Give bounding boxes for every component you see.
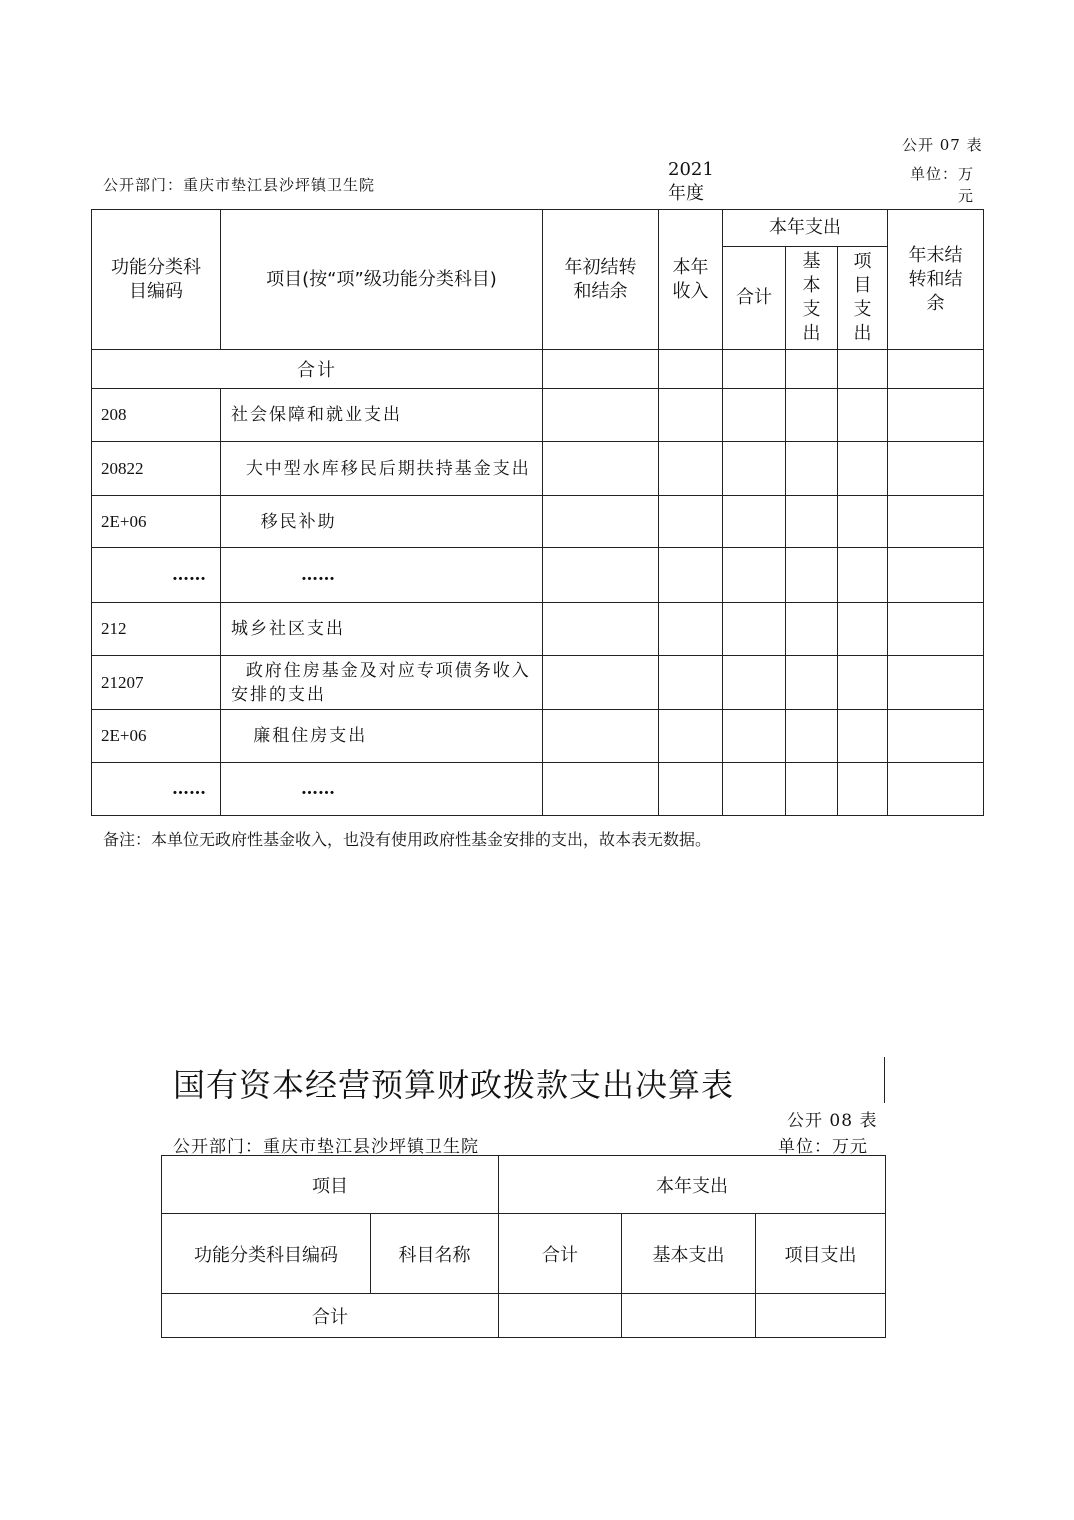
header-expense-project: 项目支出 [838,247,888,350]
row-code: 208 [92,389,221,442]
table-note: 备注：本单位无政府性基金收入，也没有使用政府性基金安排的支出，故本表无数据。 [103,830,712,849]
header-total: 合计 [499,1214,622,1294]
header-basic: 基本支出 [622,1214,756,1294]
form-number: 公开 07 表 [902,136,983,154]
row-name: 大中型水库移民后期扶持基金支出 [221,442,543,496]
form2-title: 国有资本经营预算财政拨款支出决算表 [173,1066,735,1104]
header-project: 项目支出 [756,1214,886,1294]
header-begin-balance: 年初结转和结余 [543,210,659,350]
row-code: 20822 [92,442,221,496]
department-label: 公开部门：重庆市垫江县沙坪镇卫生院 [103,176,376,194]
row-code: …… [92,763,221,816]
header-end-balance: 年末结转和结余 [888,210,984,350]
header-income: 本年收入 [659,210,723,350]
row-code: …… [92,548,221,603]
row-name: 廉租住房支出 [221,710,543,763]
table-row [92,656,984,710]
row-code: 212 [92,603,221,656]
total-row-label: 合计 [92,350,543,389]
row-name: 城乡社区支出 [221,603,543,656]
row-code: 2E+06 [92,496,221,548]
unit-label [910,163,974,207]
year-label [668,158,714,206]
form2-number: 公开 08 表 [787,1111,878,1131]
header-expense-group: 本年支出 [723,210,888,247]
table-row [92,496,984,548]
form2-unit: 单位：万元 [778,1137,868,1157]
form2-department: 公开部门：重庆市垫江县沙坪镇卫生院 [173,1137,479,1157]
year-suffix: 年度 [668,183,704,204]
row-name: 移民补助 [221,496,543,548]
row-code: 21207 [92,656,221,710]
fund-expense-table [91,209,984,816]
row-name: …… [221,763,543,816]
table-row [92,710,984,763]
row-code: 2E+06 [92,710,221,763]
year-number: 2021 [668,159,714,180]
table-row [92,442,984,496]
table-row [92,548,984,603]
table-row [92,763,984,816]
state-capital-expense-table [161,1155,886,1338]
table-row [92,389,984,442]
header-item: 项目 [162,1156,499,1214]
row-name: …… [221,548,543,603]
row-name: 政府住房基金及对应专项债务收入安排的支出 [221,656,543,710]
header-code: 功能分类科目编码 [92,210,221,350]
header-subject: 科目名称 [371,1214,499,1294]
total-row-label: 合计 [162,1294,499,1338]
header-expense-basic: 基本支出 [786,247,838,350]
unit-line-2: 元 [957,187,974,205]
unit-line-1: 单位：万 [910,165,975,183]
row-name: 社会保障和就业支出 [221,389,543,442]
header-expense-total: 合计 [723,247,786,350]
table-row [92,603,984,656]
header-code: 功能分类科目编码 [162,1214,371,1294]
margin-line [884,1057,885,1103]
header-item: 项目(按“项”级功能分类科目) [221,210,543,350]
header-expense-group: 本年支出 [499,1156,886,1214]
